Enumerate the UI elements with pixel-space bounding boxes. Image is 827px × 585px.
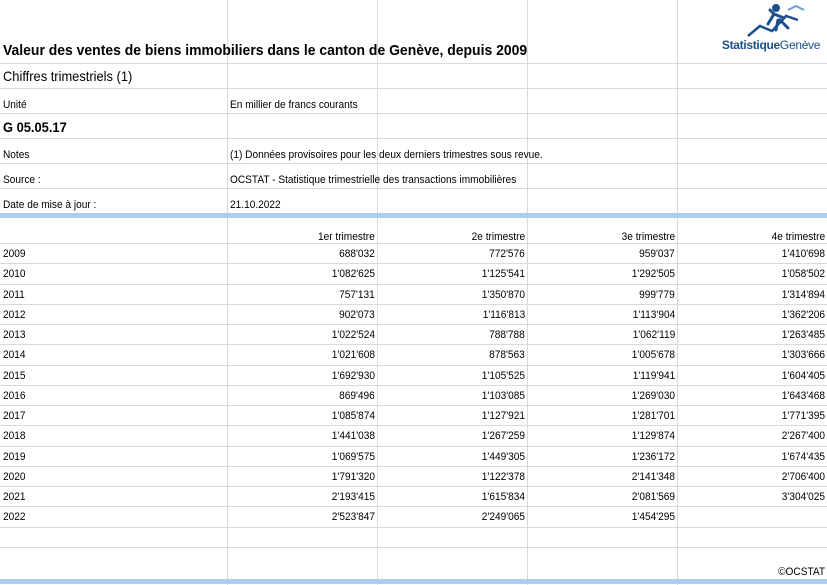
cell-q2: 2'249'065 — [481, 511, 525, 523]
row-year: 2016 — [3, 390, 26, 402]
bottom-separator — [0, 579, 827, 584]
gridline — [0, 304, 827, 305]
cell-q3: 1'129'874 — [631, 430, 675, 442]
logo-wordmark: StatistiqueGenève — [721, 38, 821, 52]
cell-q1: 1'085'874 — [331, 410, 375, 422]
gridline — [0, 365, 827, 366]
cell-q2: 1'122'378 — [481, 471, 525, 483]
cell-q2: 1'449'305 — [481, 451, 525, 463]
copyright: ©OCSTAT — [777, 566, 825, 578]
table-code: G 05.05.17 — [3, 119, 67, 135]
gridline — [0, 506, 827, 507]
row-year: 2017 — [3, 410, 26, 422]
unit-value: En millier de francs courants — [230, 99, 358, 111]
cell-q4: 1'362'206 — [781, 309, 825, 321]
cell-q4: 1'263'485 — [781, 329, 825, 341]
gridline — [0, 63, 827, 64]
cell-q1: 757'131 — [339, 289, 375, 301]
cell-q2: 1'267'259 — [481, 430, 525, 442]
gridline — [0, 113, 827, 114]
cell-q3: 1'113'904 — [632, 309, 675, 321]
gridline — [0, 88, 827, 89]
runner-chart-icon — [718, 2, 824, 38]
row-year: 2019 — [3, 451, 26, 463]
cell-q2: 788'788 — [489, 329, 525, 341]
row-year: 2010 — [3, 268, 26, 280]
row-year: 2014 — [3, 349, 26, 361]
gridline — [0, 446, 827, 447]
cell-q3: 1'236'172 — [631, 451, 675, 463]
cell-q2: 1'127'921 — [481, 410, 525, 422]
cell-q1: 1'441'038 — [331, 430, 375, 442]
cell-q3: 1'292'505 — [631, 268, 675, 280]
gridline — [0, 405, 827, 406]
cell-q4: 1'643'468 — [781, 390, 825, 402]
cell-q2: 1'116'813 — [482, 309, 525, 321]
cell-q1: 1'021'608 — [331, 349, 375, 361]
gridline — [0, 243, 827, 244]
notes-value: (1) Données provisoires pour les deux derniers trimestres sous revue. — [230, 149, 543, 161]
row-year: 2021 — [3, 491, 26, 503]
update-label: Date de mise à jour : — [3, 199, 97, 211]
gridline — [0, 547, 827, 548]
cell-q2: 1'103'085 — [481, 390, 525, 402]
row-year: 2011 — [3, 289, 25, 301]
gridline — [0, 385, 827, 386]
section-separator — [0, 213, 827, 218]
cell-q2: 1'125'541 — [481, 268, 525, 280]
column-header-q3: 3e trimestre — [621, 231, 675, 243]
page-title: Valeur des ventes de biens immobiliers dans le canton de Genève, depuis 2009 — [3, 42, 528, 59]
cell-q4: 1'604'405 — [781, 370, 825, 382]
gridline — [0, 344, 827, 345]
cell-q3: 959'037 — [639, 248, 675, 260]
cell-q3: 1'454'295 — [631, 511, 675, 523]
cell-q2: 1'105'525 — [481, 370, 525, 382]
cell-q4: 1'058'502 — [781, 268, 825, 280]
cell-q2: 1'615'834 — [481, 491, 525, 503]
cell-q4: 1'674'435 — [781, 451, 825, 463]
cell-q3: 2'141'348 — [631, 471, 675, 483]
cell-q3: 1'005'678 — [631, 349, 675, 361]
cell-q2: 1'350'870 — [481, 289, 525, 301]
gridline — [0, 138, 827, 139]
row-year: 2020 — [3, 471, 26, 483]
update-value: 21.10.2022 — [230, 199, 281, 211]
gridline — [0, 527, 827, 528]
cell-q3: 999'779 — [639, 289, 675, 301]
row-year: 2009 — [3, 248, 26, 260]
gridline — [0, 284, 827, 285]
cell-q3: 1'269'030 — [631, 390, 675, 402]
cell-q3: 1'281'701 — [631, 410, 675, 422]
cell-q4: 1'771'395 — [781, 410, 825, 422]
cell-q1: 902'073 — [339, 309, 375, 321]
row-year: 2013 — [3, 329, 26, 341]
unit-label: Unité — [3, 99, 27, 111]
cell-q1: 2'523'847 — [331, 511, 375, 523]
cell-q1: 1'692'930 — [331, 370, 375, 382]
cell-q2: 772'576 — [489, 248, 525, 260]
gridline — [0, 263, 827, 264]
gridline — [0, 188, 827, 189]
gridline — [0, 324, 827, 325]
gridline — [0, 163, 827, 164]
gridline — [0, 486, 827, 487]
row-year: 2022 — [3, 511, 26, 523]
statistique-geneve-logo — [718, 2, 824, 58]
notes-label: Notes — [3, 149, 30, 161]
gridline — [0, 425, 827, 426]
column-header-q4: 4e trimestre — [771, 231, 825, 243]
cell-q3: 1'062'119 — [632, 329, 675, 341]
cell-q1: 688'032 — [339, 248, 375, 260]
cell-q4: 1'410'698 — [781, 248, 825, 260]
cell-q1: 1'069'575 — [331, 451, 375, 463]
cell-q4: 1'314'894 — [781, 289, 825, 301]
column-header-q1: 1er trimestre — [318, 231, 375, 243]
cell-q4: 2'706'400 — [781, 471, 825, 483]
row-year: 2018 — [3, 430, 26, 442]
cell-q2: 878'563 — [489, 349, 525, 361]
cell-q4: 2'267'400 — [781, 430, 825, 442]
source-value: OCSTAT - Statistique trimestrielle des transactions immobilières — [230, 174, 517, 186]
row-year: 2012 — [3, 309, 26, 321]
cell-q1: 1'022'524 — [331, 329, 375, 341]
cell-q3: 1'119'941 — [632, 370, 675, 382]
cell-q1: 869'496 — [339, 390, 375, 402]
cell-q1: 1'791'320 — [331, 471, 375, 483]
gridline — [0, 466, 827, 467]
cell-q1: 1'082'625 — [331, 268, 375, 280]
cell-q4: 3'304'025 — [781, 491, 825, 503]
row-year: 2015 — [3, 370, 26, 382]
cell-q1: 2'193'415 — [331, 491, 375, 503]
cell-q4: 1'303'666 — [781, 349, 825, 361]
column-header-q2: 2e trimestre — [471, 231, 525, 243]
cell-q3: 2'081'569 — [631, 491, 675, 503]
page-subtitle: Chiffres trimestriels (1) — [3, 68, 133, 84]
source-label: Source : — [3, 174, 41, 186]
